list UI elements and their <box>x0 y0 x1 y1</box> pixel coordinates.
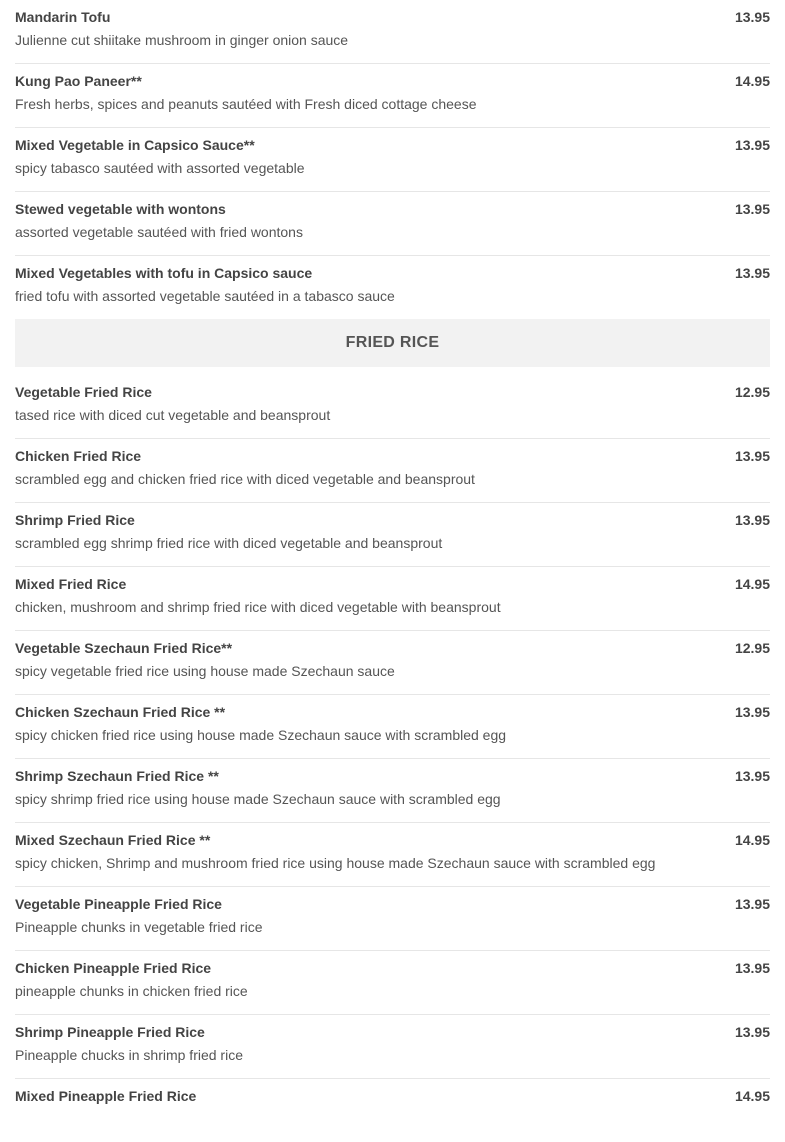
item-name: Mixed Pineapple Fried Rice <box>15 1088 197 1104</box>
item-name: Chicken Fried Rice <box>15 448 142 464</box>
item-price: 13.95 <box>734 768 770 784</box>
item-description: fried tofu with assorted vegetable sautéed in a tabasco sauce <box>15 288 395 304</box>
item-price: 14.95 <box>734 73 770 89</box>
item-description: Julienne cut shiitake mushroom in ginger onion sauce <box>15 32 349 48</box>
menu-item[interactable] <box>15 1015 770 1079</box>
menu-item[interactable] <box>15 192 770 256</box>
item-name: Shrimp Pineapple Fried Rice <box>15 1024 205 1040</box>
menu-item[interactable] <box>15 1079 770 1142</box>
item-description: spicy chicken fried rice using house made Szechaun sauce with scrambled egg <box>15 727 507 743</box>
item-price: 13.95 <box>734 896 770 912</box>
menu-item[interactable] <box>15 759 770 823</box>
item-description: chicken, mushroom and shrimp fried rice with diced vegetable with beansprout <box>15 599 501 615</box>
item-name: Shrimp Szechaun Fried Rice ** <box>15 768 219 784</box>
item-price: 12.95 <box>734 640 770 656</box>
item-name: Mixed Vegetable in Capsico Sauce** <box>15 137 255 153</box>
item-name: Chicken Pineapple Fried Rice <box>15 960 212 976</box>
item-price: 13.95 <box>734 9 770 25</box>
menu-item[interactable] <box>15 64 770 128</box>
item-description: assorted vegetable sautéed with fried wontons <box>15 224 303 240</box>
item-price: 13.95 <box>734 1024 770 1040</box>
item-price: 14.95 <box>734 576 770 592</box>
item-description: spicy shrimp fried rice using house made Szechaun sauce with scrambled egg <box>15 791 501 807</box>
item-name: Stewed vegetable with wontons <box>15 201 226 217</box>
item-price: 12.95 <box>734 384 770 400</box>
item-name: Shrimp Fried Rice <box>15 512 135 528</box>
item-price: 13.95 <box>734 265 770 281</box>
item-description: Fresh herbs, spices and peanuts sautéed with Fresh diced cottage cheese <box>15 96 477 112</box>
menu-item[interactable] <box>15 503 770 567</box>
item-description: tased rice with diced cut vegetable and beansprout <box>15 407 331 423</box>
menu-item[interactable] <box>15 695 770 759</box>
item-price: 13.95 <box>734 704 770 720</box>
item-name: Mixed Szechaun Fried Rice ** <box>15 832 211 848</box>
item-name: Vegetable Fried Rice <box>15 384 152 400</box>
item-name: Mixed Fried Rice <box>15 576 127 592</box>
item-price: 13.95 <box>734 512 770 528</box>
item-price: 14.95 <box>734 832 770 848</box>
menu-item[interactable] <box>15 951 770 1015</box>
menu-list <box>15 0 770 1142</box>
item-price: 13.95 <box>734 201 770 217</box>
menu-item[interactable] <box>15 128 770 192</box>
item-description: Pineapple chucks in shrimp fried rice <box>15 1047 243 1063</box>
item-name: Kung Pao Paneer** <box>15 73 142 89</box>
item-price: 13.95 <box>734 137 770 153</box>
item-name: Mandarin Tofu <box>15 9 111 25</box>
item-name: Vegetable Pineapple Fried Rice <box>15 896 222 912</box>
item-price: 14.95 <box>734 1088 770 1104</box>
section-title: FRIED RICE <box>345 334 440 351</box>
item-description: spicy vegetable fried rice using house made Szechaun sauce <box>15 663 395 679</box>
item-name: Mixed Vegetables with tofu in Capsico sauce <box>15 265 313 281</box>
menu-item[interactable] <box>15 439 770 503</box>
section-header <box>15 319 770 367</box>
item-description: spicy chicken, Shrimp and mushroom fried rice using house made Szechaun sauce with scrambled egg <box>15 855 656 871</box>
item-description: scrambled egg shrimp fried rice with diced vegetable and beansprout <box>15 535 443 551</box>
item-description: spicy tabasco sautéed with assorted vegetable <box>15 160 305 176</box>
item-price: 13.95 <box>734 448 770 464</box>
menu-item[interactable] <box>15 256 770 319</box>
menu-item[interactable] <box>15 887 770 951</box>
menu-section-fried-rice <box>15 319 770 1142</box>
menu-item[interactable] <box>15 0 770 64</box>
menu-item[interactable] <box>15 567 770 631</box>
item-price: 13.95 <box>734 960 770 976</box>
menu-item[interactable] <box>15 631 770 695</box>
item-description: pineapple chunks in chicken fried rice <box>15 983 248 999</box>
menu-item[interactable] <box>15 375 770 439</box>
menu-section-vegetable <box>15 0 770 319</box>
item-description: scrambled egg and chicken fried rice with diced vegetable and beansprout <box>15 471 475 487</box>
item-name: Chicken Szechaun Fried Rice ** <box>15 704 226 720</box>
menu-item[interactable] <box>15 823 770 887</box>
item-name: Vegetable Szechaun Fried Rice** <box>15 640 233 656</box>
item-description: Pineapple chunks in vegetable fried rice <box>15 919 263 935</box>
